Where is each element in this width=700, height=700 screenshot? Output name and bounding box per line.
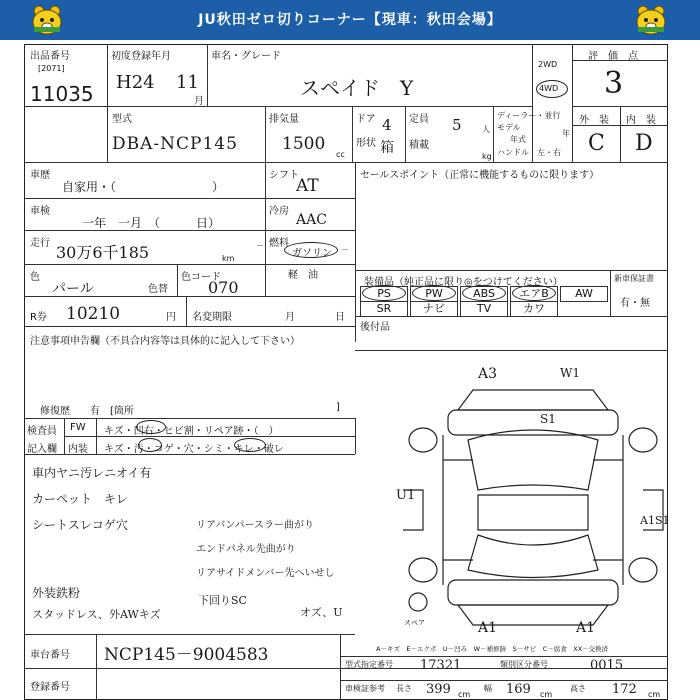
lot-sub: [2071] bbox=[38, 64, 65, 73]
fw-label: FW bbox=[70, 422, 86, 433]
shift-value: AT bbox=[296, 176, 319, 196]
model-year-label: モデル bbox=[497, 123, 521, 132]
exterior-label: 外 装 bbox=[579, 115, 609, 126]
equip-ps: PS bbox=[360, 286, 408, 302]
inspection-label: 車検 bbox=[30, 206, 50, 217]
warranty-label: 新車保証書 bbox=[614, 274, 654, 283]
entry-label: 記入欄 bbox=[27, 444, 57, 455]
recycle-unit: 円 bbox=[166, 312, 176, 323]
shift-label: シフト bbox=[269, 170, 299, 181]
color-change-label: 色替 bbox=[148, 284, 168, 295]
remark-3: シートスレコゲ穴 bbox=[32, 518, 128, 532]
mileage-unit: km bbox=[222, 254, 235, 263]
registration-label: 登録番号 bbox=[30, 682, 70, 693]
first-reg-month-unit: 月 bbox=[194, 96, 204, 107]
equipment-label: 装備品（純正品に限り◎をつけてください） bbox=[364, 277, 563, 288]
shape-label: 形状 bbox=[356, 138, 376, 149]
equip-aw: AW bbox=[560, 286, 608, 302]
capacity-value: 5 bbox=[452, 116, 462, 134]
name-change-label: 名変期限 bbox=[192, 312, 232, 323]
pw-circle bbox=[412, 285, 456, 301]
ac-value: AAC bbox=[296, 212, 327, 228]
doors-label: ドア bbox=[356, 114, 376, 125]
doors-value: 4 bbox=[382, 116, 392, 134]
mark-w1: W1 bbox=[560, 366, 580, 380]
first-reg-month: 11 bbox=[176, 72, 199, 93]
handle-label: ハンドル 左・右 bbox=[497, 148, 561, 157]
model-label: 型式 bbox=[112, 114, 132, 125]
car-name-value: スペイド Y bbox=[300, 76, 414, 100]
evaluation-score: 3 bbox=[604, 66, 624, 101]
remark-right-5: オズ、U bbox=[300, 606, 343, 619]
page-title: JU秋田ゼロ切りコーナー【現車：秋田会場】 bbox=[198, 12, 502, 28]
inspector-label: 検査員 bbox=[27, 426, 57, 437]
length-label: 長さ bbox=[396, 684, 412, 693]
length-value: 399 bbox=[426, 682, 451, 697]
capacity-unit: 人 bbox=[482, 125, 490, 134]
first-reg-label: 初度登録年月 bbox=[111, 51, 171, 62]
exterior-grade: C bbox=[588, 131, 605, 156]
width-unit: cm bbox=[540, 690, 553, 699]
mark-a3: A3 bbox=[478, 366, 498, 382]
recycle-value: 10210 bbox=[66, 304, 121, 324]
capacity-label: 定員 bbox=[409, 114, 429, 125]
4wd-label: 4WD bbox=[539, 84, 559, 93]
height-value: 172 bbox=[612, 682, 637, 697]
equip-sr: SR bbox=[360, 301, 408, 317]
remark-right-1: リアバンパースラー曲がり bbox=[196, 520, 314, 531]
notes-label: 注意事項申告欄（不具合内容等は具体的に記入して下さい） bbox=[30, 336, 300, 347]
mark-u1: U1 bbox=[396, 488, 416, 503]
stain-circle bbox=[138, 438, 162, 452]
lot-label: 出品番号 bbox=[30, 51, 70, 62]
mileage-value: 30万6千185 bbox=[56, 243, 150, 262]
width-label: 幅 bbox=[484, 684, 492, 693]
first-reg-year: H24 bbox=[116, 72, 155, 93]
interior-grade: D bbox=[635, 131, 653, 156]
load-unit: kg bbox=[482, 152, 492, 161]
fw-damage-text: キズ・凹右・ヒビ割・リペア跡・（ ） bbox=[104, 426, 279, 437]
abs-circle bbox=[462, 285, 506, 301]
int-label: 内装 bbox=[68, 444, 88, 455]
color-code: 070 bbox=[208, 278, 239, 297]
fuel-label: 燃料 bbox=[269, 238, 289, 249]
color-code-label: 色コード bbox=[181, 272, 221, 283]
equip-navi: ナビ bbox=[410, 301, 458, 317]
displacement-unit: cc bbox=[336, 150, 345, 159]
remark-right-3: リアサイドメンバー先へいせし bbox=[196, 568, 335, 579]
color-label: 色 bbox=[30, 272, 40, 283]
mark-a1-left: A1 bbox=[478, 620, 498, 636]
dent-circle bbox=[136, 420, 166, 434]
chassis-label: 車台番号 bbox=[30, 650, 70, 661]
remark-5: スタッドレス、外AWキズ bbox=[32, 608, 161, 621]
history-label: 車歴 bbox=[30, 170, 50, 181]
mascot-left-icon bbox=[30, 4, 64, 36]
lot-number: 11035 bbox=[30, 82, 94, 106]
width-value: 169 bbox=[506, 682, 531, 697]
equip-airbag: エアB bbox=[510, 286, 558, 302]
damage-legend: A－キズ E－エクボ U－凹み W－補修跡 S－サビ C－腐食 XX－交換済 bbox=[376, 645, 609, 653]
mark-s1: S1 bbox=[540, 412, 556, 426]
mark-a1s1: A1S1 bbox=[640, 514, 670, 527]
mascot-right-icon bbox=[634, 4, 668, 36]
equip-pw: PW bbox=[410, 286, 458, 302]
interior-label: 内 装 bbox=[626, 115, 656, 126]
car-name-label: 車名・グレード bbox=[211, 51, 281, 62]
repair-history-label: 修復歴 有 [箇所 bbox=[40, 406, 134, 417]
name-change-month: 月 bbox=[285, 312, 295, 323]
remark-4: 外装鉄粉 bbox=[32, 586, 81, 600]
inspection-value: 一年 一月 （ 日） bbox=[82, 216, 221, 230]
type-spec-value: 17321 bbox=[420, 658, 462, 673]
mark-a1-right: A1 bbox=[576, 620, 596, 636]
displacement-value: 1500 bbox=[282, 134, 326, 154]
color-value: パール bbox=[52, 281, 94, 297]
type-spec-label: 型式指定番号 bbox=[345, 660, 393, 669]
2wd-label: 2WD bbox=[538, 60, 558, 69]
int-damage-text: キズ・汚・コゲ・穴・シミ・キレ・破レ bbox=[104, 444, 284, 455]
after-install-label: 後付品 bbox=[360, 322, 390, 333]
recycle-label: R券 bbox=[30, 312, 47, 323]
remark-2: カーペット キレ bbox=[32, 492, 128, 506]
equip-leather: カワ bbox=[510, 301, 558, 317]
load-label: 積載 bbox=[409, 140, 429, 151]
history-value: 自家用・（ ） bbox=[62, 180, 225, 194]
warranty-value: 有・無 bbox=[620, 298, 650, 309]
class-value: 0015 bbox=[590, 658, 624, 673]
ps-circle bbox=[362, 285, 406, 301]
name-change-day: 日 bbox=[335, 312, 345, 323]
remark-1: 車内ヤニ汚レニオイ有 bbox=[32, 466, 152, 480]
displacement-label: 排気量 bbox=[269, 114, 299, 125]
year-type-label: 年式 bbox=[510, 135, 526, 144]
evaluation-label: 評 価 点 bbox=[588, 51, 638, 62]
remark-right-4: 下回りSC bbox=[198, 594, 247, 607]
repair-history-bracket: ] bbox=[336, 402, 340, 413]
chassis-value: NCP145－9004583 bbox=[104, 645, 269, 665]
height-label: 高さ bbox=[570, 684, 586, 693]
mileage-dash: － bbox=[256, 241, 264, 250]
sales-point-label: セールスポイント（正常に機能するものに限ります） bbox=[360, 170, 600, 181]
car-damage-diagram bbox=[398, 370, 668, 640]
dims-label: 車検証参考 bbox=[345, 684, 385, 693]
mileage-label: 走行 bbox=[30, 238, 50, 249]
year-label: 年 bbox=[562, 129, 570, 138]
remark-right-2: エンドパネル先曲がり bbox=[196, 544, 296, 555]
equip-tv: TV bbox=[460, 301, 508, 317]
fuel-diesel: 軽 油 bbox=[288, 270, 318, 281]
equip-abs: ABS bbox=[460, 286, 508, 302]
airbag-circle bbox=[512, 285, 556, 301]
fuel-gasoline-dash: － bbox=[341, 245, 349, 254]
height-unit: cm bbox=[648, 690, 661, 699]
spot-circle bbox=[234, 438, 266, 452]
model-value: DBA-NCP145 bbox=[112, 134, 238, 154]
spare-label: スペア bbox=[404, 619, 425, 627]
class-label: 類別区分番号 bbox=[500, 660, 548, 669]
shape-value: 箱 bbox=[380, 140, 394, 156]
ac-label: 冷房 bbox=[269, 206, 289, 217]
fuel-gasoline: ガソリン bbox=[292, 248, 332, 259]
dealer-label: ディーラー・並行 bbox=[497, 111, 561, 120]
length-unit: cm bbox=[458, 690, 471, 699]
